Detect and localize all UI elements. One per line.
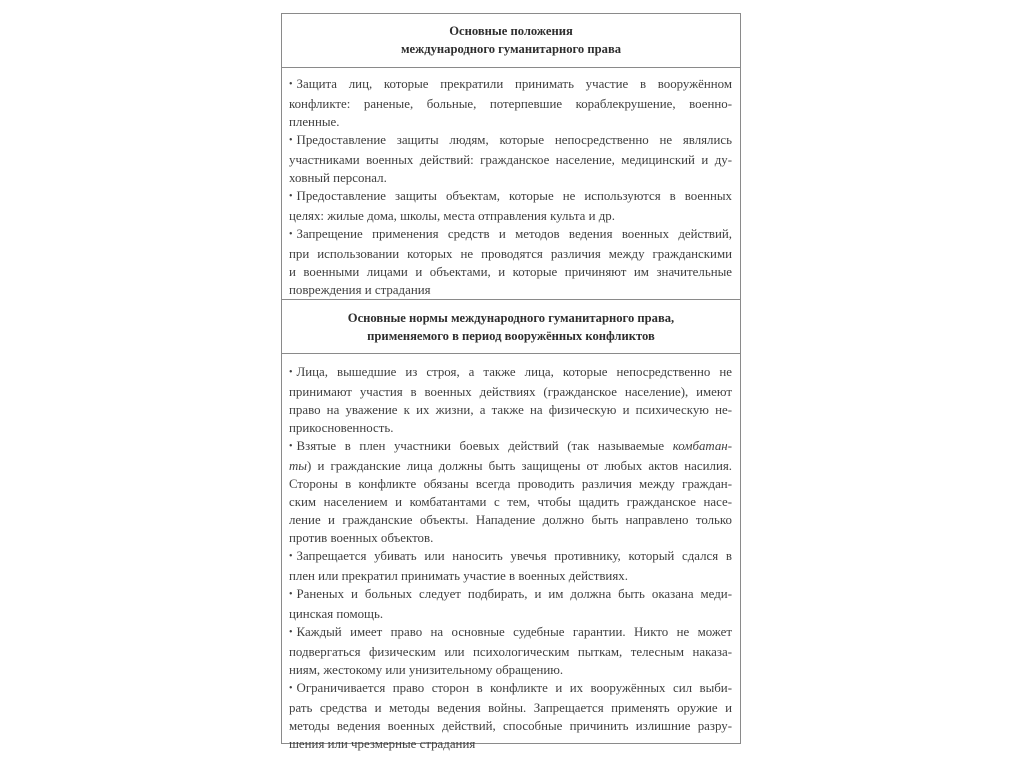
list-item: • Предоставление защиты объектам, которые не используются в военных целях: жилые дома, школы, места отправления культа и др. <box>289 189 732 223</box>
section-body-basic-provisions <box>282 68 740 300</box>
list-item: • Лица, вышедшие из строя, а также лица, которые непосредственно не принимают участия в военных действиях (гражданское население), имеют право на уважение к их жизни, а также на физическую и психическую не- прикосновенность. <box>289 365 732 435</box>
bullet-icon: • <box>289 683 293 694</box>
italic-term: комбатан- <box>672 439 732 453</box>
header-line: Основные нормы международного гуманитарного права, <box>347 311 675 325</box>
header-line: применяемого в период вооружённых конфликтов <box>367 329 655 343</box>
bullet-icon: • <box>289 367 293 378</box>
header-line: Основные положения <box>449 24 573 38</box>
section-body-basic-norms <box>282 354 740 751</box>
list-item: • Запрещение применения средств и методов ведения военных действий, при использовании которых не проводятся различия между гражданскими и военными лицами и объектами, и которые причиняют им значительные повреждения и страдания <box>289 227 732 297</box>
list-item: • Взятые в плен участники боевых действий (так называемые комбатан- ты) и гражданские лица должны быть защищены от любых актов насилия. Стороны в конфликте обязаны всегда проводить различия между граждан- ским населением и комбатантами с тем, чтобы щадить гражданское насе- ление и гражданские объекты. Нападение должно быть направлено только против военных объектов. <box>289 439 732 545</box>
bullet-icon: • <box>289 627 293 638</box>
section-header-basic-provisions <box>282 14 740 68</box>
bullet-icon: • <box>289 441 293 452</box>
list-item: • Запрещается убивать или наносить увечья противнику, который сдался в плен или прекратил принимать участие в военных действиях. <box>289 549 732 583</box>
list-item: • Защита лиц, которые прекратили принимать участие в вооружённом конфликте: раненые, больные, потерпевшие кораблекрушение, военно- пленные. <box>289 77 732 129</box>
section-header-basic-norms <box>282 300 740 354</box>
list-item: • Ограничивается право сторон в конфликте и их вооружённых сил выби- рать средства и методы ведения войны. Запрещается применять оружие и методы ведения военных действий, способные причинить излишние разру- шения или чрезмерные страдания <box>289 681 732 751</box>
ihl-table <box>281 13 741 751</box>
list-item: • Каждый имеет право на основные судебные гарантии. Никто не может подвергаться физическим или психологическим пыткам, телесным наказа- ниям, жестокому или унизительному обращению. <box>289 625 732 677</box>
bullet-icon: • <box>289 589 293 600</box>
italic-term: ты <box>289 459 308 473</box>
header-line: международного гуманитарного права <box>400 42 622 56</box>
list-item: • Раненых и больных следует подбирать, и им должна быть оказана меди- цинская помощь. <box>289 587 732 621</box>
list-item: • Предоставление защиты людям, которые непосредственно не являлись участниками военных действий: гражданское население, медицинский и ду- ховный персонал. <box>289 133 732 185</box>
bullet-icon: • <box>289 551 293 562</box>
bullet-icon: • <box>289 79 293 90</box>
bullet-icon: • <box>289 191 293 202</box>
bullet-icon: • <box>289 229 293 240</box>
bullet-icon: • <box>289 135 293 146</box>
